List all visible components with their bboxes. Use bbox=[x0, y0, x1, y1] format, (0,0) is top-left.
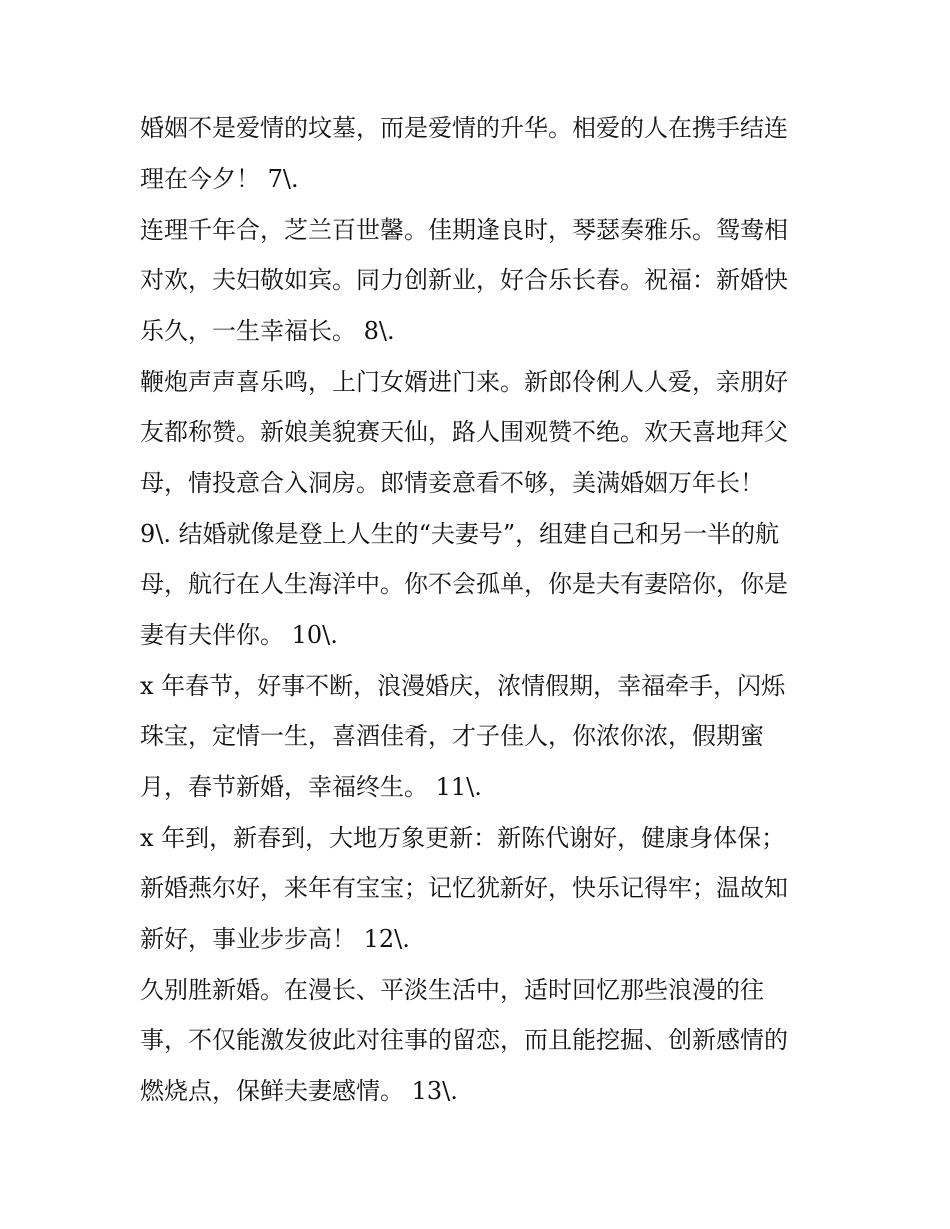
text-line: 鞭炮声声喜乐鸣，上门女婿进门来。新郎伶俐人人爱，亲朋好 bbox=[140, 368, 788, 396]
text-line: 母，航行在人生海洋中。你不会孤单，你是夫有妻陪你，你是 bbox=[140, 570, 788, 598]
text-line: 久别胜新婚。在漫长、平淡生活中，适时回忆那些浪漫的往 bbox=[140, 976, 764, 1004]
text-line: x 年春节，好事不断，浪漫婚庆，浓情假期，幸福牵手，闪烁 bbox=[140, 672, 786, 700]
text-line: 妻有夫伴你。 10\. bbox=[140, 621, 338, 649]
text-line: 连理千年合，芝兰百世馨。佳期逢良时，琴瑟奏雅乐。鸳鸯相 bbox=[140, 216, 788, 244]
text-line: 婚姻不是爱情的坟墓，而是爱情的升华。相爱的人在携手结连 bbox=[140, 114, 788, 142]
text-line: 珠宝，定情一生，喜酒佳肴，才子佳人，你浓你浓，假期蜜 bbox=[140, 722, 764, 750]
text-line: 母，情投意合入洞房。郎情妾意看不够，美满婚姻万年长！ bbox=[140, 469, 764, 497]
text-line: 友都称赞。新娘美貌赛天仙，路人围观赞不绝。欢天喜地拜父 bbox=[140, 418, 788, 446]
text-line: x 年到，新春到，大地万象更新：新陈代谢好，健康身体保； bbox=[140, 824, 786, 852]
text-line: 乐久，一生幸福长。 8\. bbox=[140, 317, 395, 345]
text-line: 燃烧点，保鲜夫妻感情。 13\. bbox=[140, 1077, 458, 1105]
text-line: 新婚燕尔好，来年有宝宝；记忆犹新好，快乐记得牢；温故知 bbox=[140, 874, 788, 902]
text-line: 9\. 结婚就像是登上人生的“夫妻号”，组建自己和另一半的航 bbox=[140, 520, 780, 548]
text-line: 理在今夕！ 7\. bbox=[140, 165, 299, 193]
text-line: 事，不仅能激发彼此对往事的留恋，而且能挖掘、创新感情的 bbox=[140, 1026, 788, 1054]
text-line: 新好，事业步步高！ 12\. bbox=[140, 925, 410, 953]
text-line: 对欢，夫妇敬如宾。同力创新业，好合乐长春。祝福：新婚快 bbox=[140, 266, 788, 294]
text-line: 月，春节新婚，幸福终生。 11\. bbox=[140, 773, 482, 801]
